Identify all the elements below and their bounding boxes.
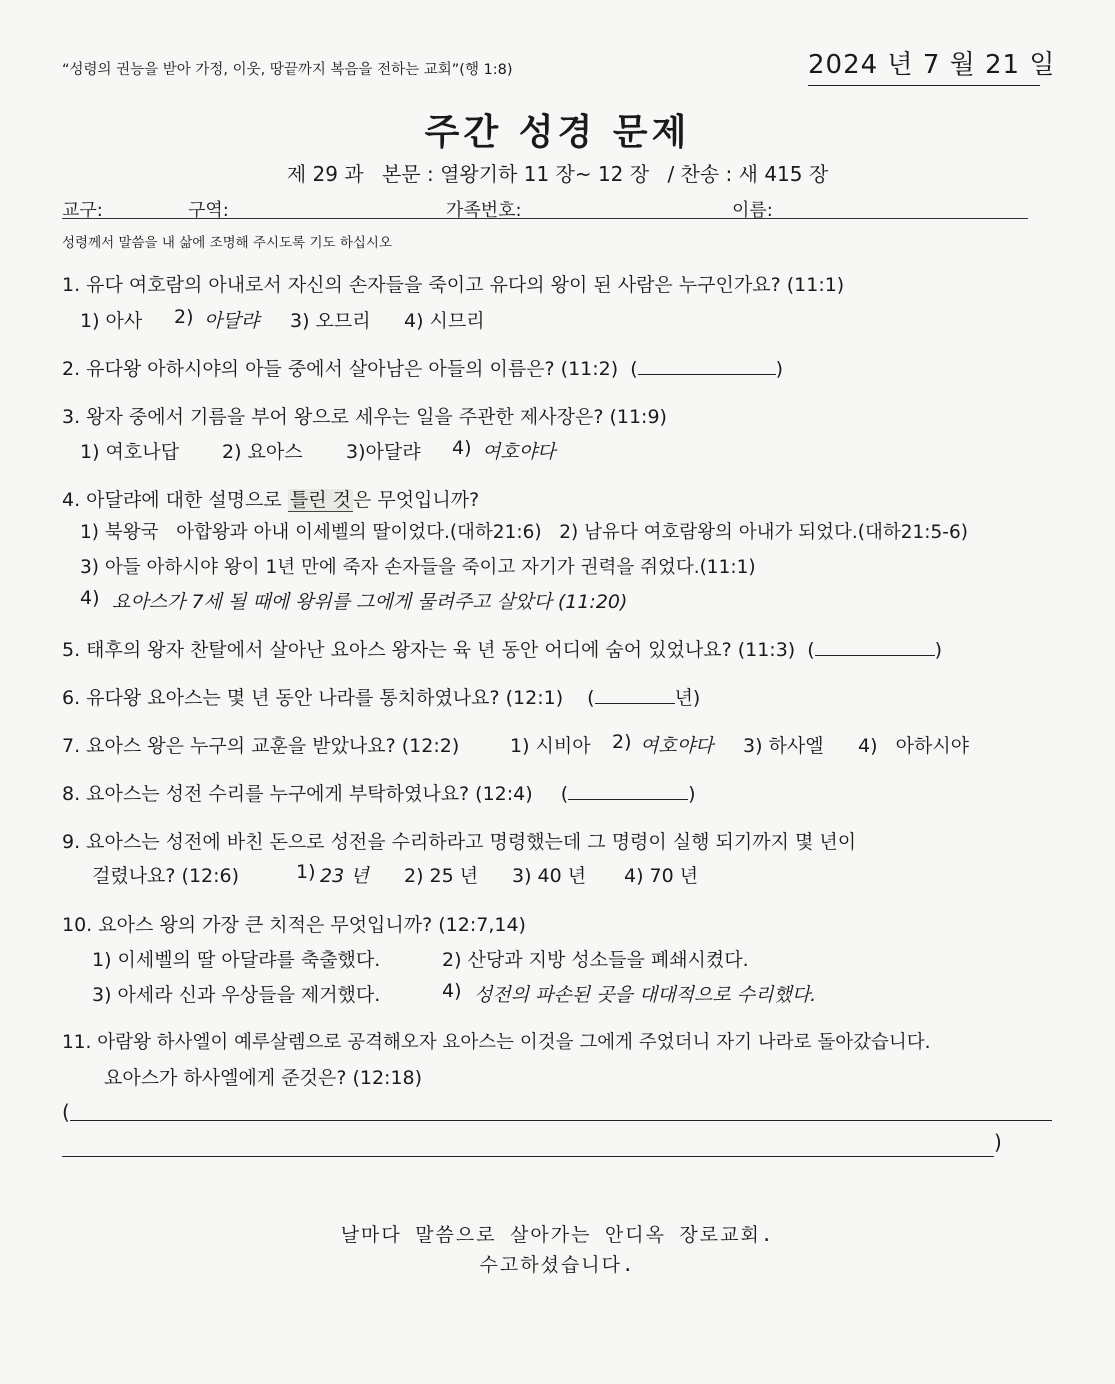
q4-option-3: 3) 아들 아하시야 왕이 1년 만에 죽자 손자들을 죽이고 자기가 권력을 쥐었다.(11:1): [80, 557, 756, 578]
q11-answer-line-2[interactable]: [62, 1136, 994, 1157]
q6-answer-blank[interactable]: [595, 683, 675, 704]
q5-paren-close: ): [934, 639, 943, 661]
q6-suffix: 년): [674, 687, 701, 709]
zone-label: 구역:: [188, 200, 229, 221]
q7-option-1: 1) 시비아: [510, 735, 591, 757]
q10-option-4-answer: 성전의 파손된 곳을 대대적으로 수리했다.: [474, 984, 817, 1006]
question-7: 7. 요아스 왕은 누구의 교훈을 받았나요? (12:2): [62, 735, 460, 757]
question-6-text: 6. 유다왕 요아스는 몇 년 동안 나라를 통치하였나요? (12:1): [62, 687, 564, 709]
q3-option-1: 1) 여호나답: [80, 441, 179, 463]
prayer-note: 성령께서 말씀을 내 삶에 조명해 주시도록 기도 하십시오: [62, 235, 392, 251]
question-8: [62, 779, 696, 806]
q4-option-4-answer: 요아스가 7세 될 때에 왕위를 그에게 물려주고 살았다 (11:20): [112, 591, 628, 613]
q9-option-4: 4) 70 년: [624, 865, 699, 887]
q9-option-1-answer: 23 년: [320, 865, 369, 887]
q5-paren-open: (: [807, 639, 815, 661]
q1-option-2-number: 2): [174, 306, 194, 328]
question-3: 3. 왕자 중에서 기름을 부어 왕으로 세우는 일을 주관한 제사장은? (11:9): [62, 406, 667, 428]
student-info-line: [62, 196, 1028, 219]
lesson-number: 제 29 과: [286, 162, 364, 186]
q1-option-4: 4) 시므리: [404, 310, 485, 332]
q5-answer-blank[interactable]: [815, 635, 935, 656]
question-4-highlight: 틀린 것: [289, 489, 351, 511]
q2-paren-open: (: [630, 358, 638, 380]
q8-paren-close: ): [688, 783, 696, 805]
question-4-text-b: 은 무엇입니까?: [352, 489, 480, 511]
q8-answer-blank[interactable]: [568, 779, 688, 800]
q2-paren-close: ): [775, 358, 784, 380]
q10-option-3: 3) 아세라 신과 우상들을 제거했다.: [92, 984, 381, 1006]
question-1: 1. 유다 여호람의 아내로서 자신의 손자들을 죽이고 유다의 왕이 된 사람은 누구인가요? (11:1): [62, 274, 845, 296]
district-label: 교구:: [62, 200, 103, 221]
question-4: [62, 485, 479, 512]
question-8-text: 8. 요아스는 성전 수리를 누구에게 부탁하였나요? (12:4): [62, 783, 533, 805]
q11-answer-line-1[interactable]: [70, 1100, 1052, 1121]
q3-option-2: 2) 요아스: [222, 441, 303, 463]
q9-option-3: 3) 40 년: [512, 865, 587, 887]
name-label: 이름:: [732, 200, 773, 221]
question-11-continued: 요아스가 하사엘에게 준것은? (12:18): [104, 1067, 423, 1089]
q4-option-1-2: 1) 북왕국 아합왕과 아내 이세벨의 딸이었다.(대하21:6) 2) 남유다 여호람왕의 아내가 되었다.(대하21:5-6): [80, 522, 968, 543]
q3-option-3: 3)아달랴: [346, 441, 421, 463]
q2-answer-blank[interactable]: [638, 354, 776, 375]
question-5-text: 5. 태후의 왕자 찬탈에서 살아난 요아스 왕자는 육 년 동안 어디에 숨어 있었나요? (11:3): [62, 639, 796, 661]
q10-option-4-number: 4): [442, 980, 462, 1002]
church-motto: “성령의 권능을 받아 가정, 이웃, 땅끝까지 복음을 전하는 교회”(행 1:8): [62, 62, 513, 78]
lesson-text: 본문 : 열왕기하 11 장~ 12 장: [381, 162, 650, 186]
q10-option-2: 2) 산당과 지방 성소들을 폐쇄시켰다.: [442, 949, 749, 971]
question-9-continued: 걸렸나요? (12:6): [92, 865, 240, 887]
q8-paren-open: (: [560, 783, 569, 805]
question-2: [62, 354, 783, 381]
question-11: 11. 아람왕 하사엘이 예루살렘으로 공격해오자 요아스는 이것을 그에게 주었더니 자기 나라로 돌아갔습니다.: [62, 1032, 931, 1053]
closing-line-1: 날마다 말씀으로 살아가는 안디옥 장로교회.: [340, 1224, 775, 1246]
worksheet-date: 2024 년 7 월 21 일: [808, 44, 1040, 86]
q10-option-1: 1) 이세벨의 딸 아달랴를 축출했다.: [92, 949, 381, 971]
page-title: 주간 성경 문제: [424, 112, 691, 153]
closing-line-2: 수고하셨습니다.: [479, 1254, 636, 1276]
question-4-text-a: 4. 아달랴에 대한 설명으로: [62, 489, 282, 511]
q6-paren-open: (: [587, 687, 595, 709]
q7-option-3: 3) 하사엘: [743, 735, 824, 757]
q11-paren-close: ): [994, 1130, 1002, 1154]
q1-option-2-answer: 아달랴: [204, 310, 260, 332]
question-6: [62, 683, 700, 710]
q7-option-4: 4) 아하시야: [858, 735, 970, 757]
q1-option-3: 3) 오므리: [290, 310, 371, 332]
lesson-hymn: / 찬송 : 새 415 장: [667, 162, 829, 186]
question-9: 9. 요아스는 성전에 바친 돈으로 성전을 수리하라고 명령했는데 그 명령이 실행 되기까지 몇 년이: [62, 831, 857, 853]
q11-paren-open: (: [62, 1100, 70, 1124]
q3-option-4-number: 4): [452, 437, 472, 459]
q1-option-1: 1) 아사: [80, 310, 143, 332]
question-10: 10. 요아스 왕의 가장 큰 치적은 무엇입니까? (12:7,14): [62, 914, 526, 936]
q7-option-2-answer: 여호야다: [640, 735, 714, 757]
question-5: [62, 635, 942, 662]
q3-option-4-answer: 여호야다: [482, 441, 556, 463]
lesson-info: [0, 158, 1115, 187]
q9-option-1-number: 1): [296, 861, 316, 883]
family-number-label: 가족번호:: [446, 200, 522, 221]
q7-option-2-number: 2): [612, 731, 632, 753]
q4-option-4-number: 4): [80, 587, 100, 609]
question-2-text: 2. 유다왕 아하시야의 아들 중에서 살아남은 아들의 이름은? (11:2): [62, 358, 619, 380]
q9-option-2: 2) 25 년: [404, 865, 479, 887]
